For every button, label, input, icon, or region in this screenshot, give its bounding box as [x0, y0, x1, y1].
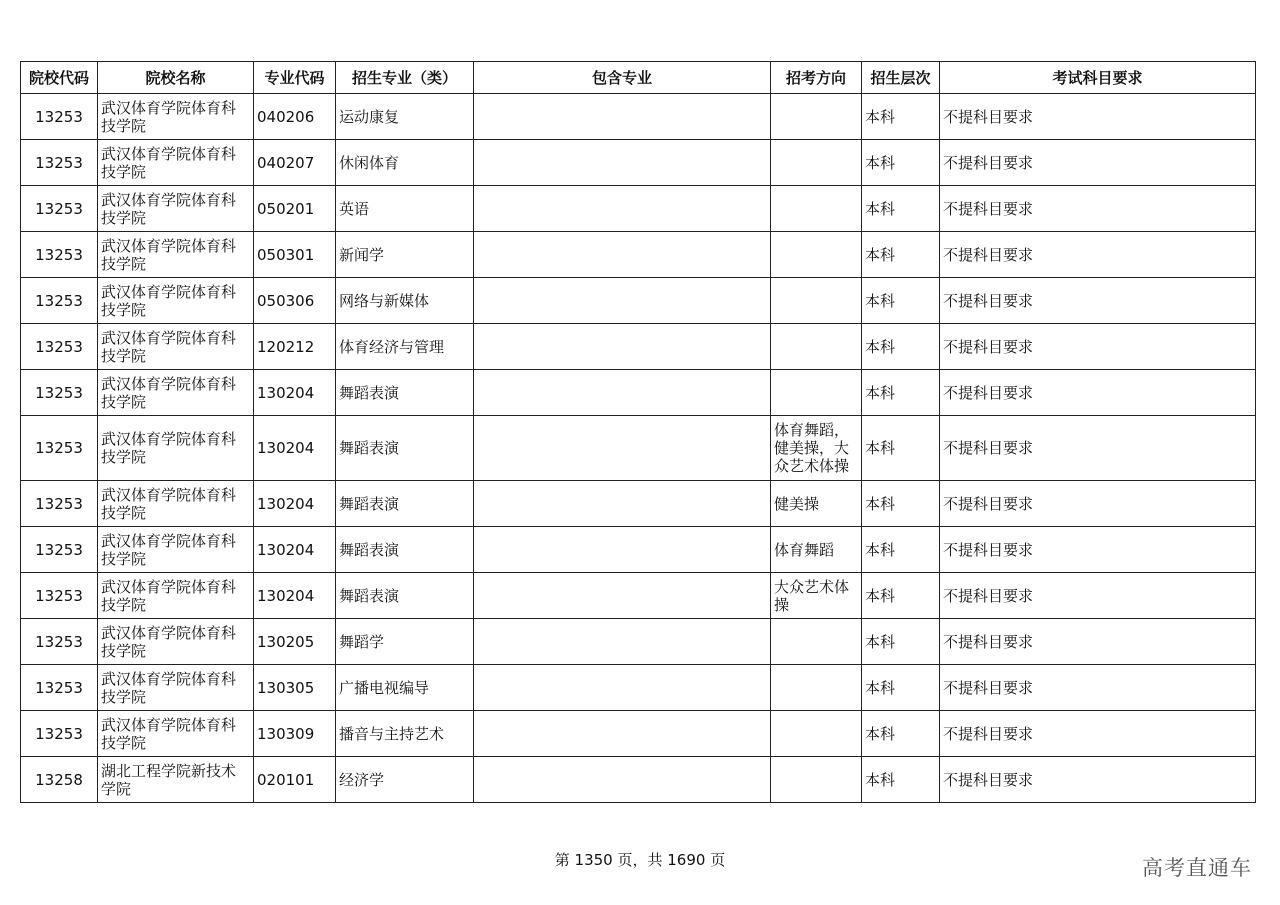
- cell-school-name: 湖北工程学院新技术学院: [98, 757, 254, 803]
- page-footer: 第 1350 页，共 1690 页: [554, 851, 726, 869]
- cell-requirement: 不提科目要求: [940, 573, 1256, 619]
- cell-major-code: 050306: [254, 278, 336, 324]
- cell-includes: [474, 186, 771, 232]
- cell-requirement: 不提科目要求: [940, 481, 1256, 527]
- cell-school-code: 13253: [21, 619, 98, 665]
- cell-major: 舞蹈表演: [336, 370, 474, 416]
- table-row: [21, 186, 1256, 232]
- cell-major: 网络与新媒体: [336, 278, 474, 324]
- cell-major: 广播电视编导: [336, 665, 474, 711]
- cell-major-code: 050201: [254, 186, 336, 232]
- header-level: 招生层次: [862, 62, 940, 94]
- cell-major: 运动康复: [336, 94, 474, 140]
- table-row: [21, 370, 1256, 416]
- cell-school-name: 武汉体育学院体育科技学院: [98, 527, 254, 573]
- table-row: [21, 711, 1256, 757]
- cell-school-code: 13253: [21, 370, 98, 416]
- table-row: [21, 619, 1256, 665]
- cell-level: 本科: [862, 527, 940, 573]
- cell-major-code: 020101: [254, 757, 336, 803]
- cell-includes: [474, 94, 771, 140]
- cell-school-code: 13253: [21, 232, 98, 278]
- table-row: [21, 324, 1256, 370]
- cell-level: 本科: [862, 416, 940, 481]
- table-row: [21, 94, 1256, 140]
- cell-school-name: 武汉体育学院体育科技学院: [98, 481, 254, 527]
- cell-school-code: 13253: [21, 186, 98, 232]
- cell-direction: [771, 619, 862, 665]
- cell-direction: 健美操: [771, 481, 862, 527]
- table-row: [21, 665, 1256, 711]
- cell-major-code: 130204: [254, 527, 336, 573]
- cell-direction: [771, 140, 862, 186]
- cell-level: 本科: [862, 370, 940, 416]
- cell-school-code: 13253: [21, 94, 98, 140]
- cell-school-name: 武汉体育学院体育科技学院: [98, 94, 254, 140]
- table-row: [21, 757, 1256, 803]
- cell-direction: [771, 232, 862, 278]
- cell-school-name: 武汉体育学院体育科技学院: [98, 416, 254, 481]
- cell-includes: [474, 140, 771, 186]
- cell-includes: [474, 757, 771, 803]
- cell-major: 休闲体育: [336, 140, 474, 186]
- table-row: [21, 573, 1256, 619]
- cell-includes: [474, 573, 771, 619]
- cell-direction: 体育舞蹈: [771, 527, 862, 573]
- cell-level: 本科: [862, 186, 940, 232]
- cell-school-name: 武汉体育学院体育科技学院: [98, 711, 254, 757]
- cell-level: 本科: [862, 278, 940, 324]
- cell-requirement: 不提科目要求: [940, 665, 1256, 711]
- cell-school-name: 武汉体育学院体育科技学院: [98, 140, 254, 186]
- cell-major-code: 130204: [254, 481, 336, 527]
- cell-school-code: 13253: [21, 278, 98, 324]
- cell-direction: 体育舞蹈，健美操，大众艺术体操: [771, 416, 862, 481]
- cell-level: 本科: [862, 619, 940, 665]
- cell-requirement: 不提科目要求: [940, 232, 1256, 278]
- header-major-code: 专业代码: [254, 62, 336, 94]
- cell-requirement: 不提科目要求: [940, 94, 1256, 140]
- cell-major-code: 040207: [254, 140, 336, 186]
- cell-direction: [771, 757, 862, 803]
- cell-school-code: 13253: [21, 573, 98, 619]
- cell-school-name: 武汉体育学院体育科技学院: [98, 186, 254, 232]
- cell-direction: [771, 278, 862, 324]
- cell-requirement: 不提科目要求: [940, 619, 1256, 665]
- cell-level: 本科: [862, 324, 940, 370]
- cell-school-name: 武汉体育学院体育科技学院: [98, 232, 254, 278]
- cell-major: 经济学: [336, 757, 474, 803]
- cell-major: 新闻学: [336, 232, 474, 278]
- header-major: 招生专业（类）: [336, 62, 474, 94]
- cell-major: 体育经济与管理: [336, 324, 474, 370]
- cell-direction: [771, 711, 862, 757]
- cell-direction: [771, 324, 862, 370]
- cell-includes: [474, 527, 771, 573]
- cell-direction: [771, 370, 862, 416]
- table-header-row: [21, 62, 1256, 94]
- cell-includes: [474, 232, 771, 278]
- table-row: [21, 481, 1256, 527]
- cell-includes: [474, 711, 771, 757]
- cell-requirement: 不提科目要求: [940, 527, 1256, 573]
- cell-school-code: 13253: [21, 140, 98, 186]
- cell-level: 本科: [862, 481, 940, 527]
- cell-includes: [474, 324, 771, 370]
- cell-major: 舞蹈学: [336, 619, 474, 665]
- cell-major: 舞蹈表演: [336, 527, 474, 573]
- cell-school-name: 武汉体育学院体育科技学院: [98, 324, 254, 370]
- cell-school-code: 13253: [21, 527, 98, 573]
- cell-school-code: 13253: [21, 665, 98, 711]
- cell-school-code: 13258: [21, 757, 98, 803]
- header-includes: 包含专业: [474, 62, 771, 94]
- cell-major-code: 130204: [254, 573, 336, 619]
- cell-school-code: 13253: [21, 481, 98, 527]
- cell-level: 本科: [862, 94, 940, 140]
- cell-includes: [474, 481, 771, 527]
- table-row: [21, 527, 1256, 573]
- watermark: 高考直通车: [1142, 856, 1252, 880]
- cell-requirement: 不提科目要求: [940, 711, 1256, 757]
- cell-direction: [771, 665, 862, 711]
- cell-major-code: 120212: [254, 324, 336, 370]
- admission-table: [20, 61, 1256, 803]
- cell-includes: [474, 619, 771, 665]
- cell-includes: [474, 278, 771, 324]
- cell-requirement: 不提科目要求: [940, 416, 1256, 481]
- header-requirement: 考试科目要求: [940, 62, 1256, 94]
- cell-requirement: 不提科目要求: [940, 278, 1256, 324]
- cell-major: 播音与主持艺术: [336, 711, 474, 757]
- table-row: [21, 416, 1256, 481]
- cell-requirement: 不提科目要求: [940, 324, 1256, 370]
- cell-level: 本科: [862, 665, 940, 711]
- cell-major: 舞蹈表演: [336, 573, 474, 619]
- cell-major-code: 050301: [254, 232, 336, 278]
- header-school-name: 院校名称: [98, 62, 254, 94]
- cell-requirement: 不提科目要求: [940, 140, 1256, 186]
- cell-requirement: 不提科目要求: [940, 370, 1256, 416]
- cell-direction: 大众艺术体操: [771, 573, 862, 619]
- table-row: [21, 278, 1256, 324]
- cell-level: 本科: [862, 140, 940, 186]
- table-row: [21, 232, 1256, 278]
- cell-direction: [771, 186, 862, 232]
- cell-school-name: 武汉体育学院体育科技学院: [98, 370, 254, 416]
- cell-includes: [474, 416, 771, 481]
- cell-school-code: 13253: [21, 416, 98, 481]
- cell-school-code: 13253: [21, 324, 98, 370]
- header-direction: 招考方向: [771, 62, 862, 94]
- cell-major-code: 130305: [254, 665, 336, 711]
- cell-major-code: 040206: [254, 94, 336, 140]
- cell-school-code: 13253: [21, 711, 98, 757]
- cell-major-code: 130204: [254, 416, 336, 481]
- cell-major-code: 130204: [254, 370, 336, 416]
- table-row: [21, 140, 1256, 186]
- cell-level: 本科: [862, 573, 940, 619]
- cell-school-name: 武汉体育学院体育科技学院: [98, 619, 254, 665]
- cell-major-code: 130309: [254, 711, 336, 757]
- cell-major-code: 130205: [254, 619, 336, 665]
- cell-major: 英语: [336, 186, 474, 232]
- cell-level: 本科: [862, 232, 940, 278]
- cell-direction: [771, 94, 862, 140]
- cell-school-name: 武汉体育学院体育科技学院: [98, 278, 254, 324]
- cell-requirement: 不提科目要求: [940, 757, 1256, 803]
- cell-level: 本科: [862, 757, 940, 803]
- cell-school-name: 武汉体育学院体育科技学院: [98, 573, 254, 619]
- cell-major: 舞蹈表演: [336, 481, 474, 527]
- cell-includes: [474, 665, 771, 711]
- cell-major: 舞蹈表演: [336, 416, 474, 481]
- header-school-code: 院校代码: [21, 62, 98, 94]
- cell-level: 本科: [862, 711, 940, 757]
- cell-school-name: 武汉体育学院体育科技学院: [98, 665, 254, 711]
- cell-includes: [474, 370, 771, 416]
- cell-requirement: 不提科目要求: [940, 186, 1256, 232]
